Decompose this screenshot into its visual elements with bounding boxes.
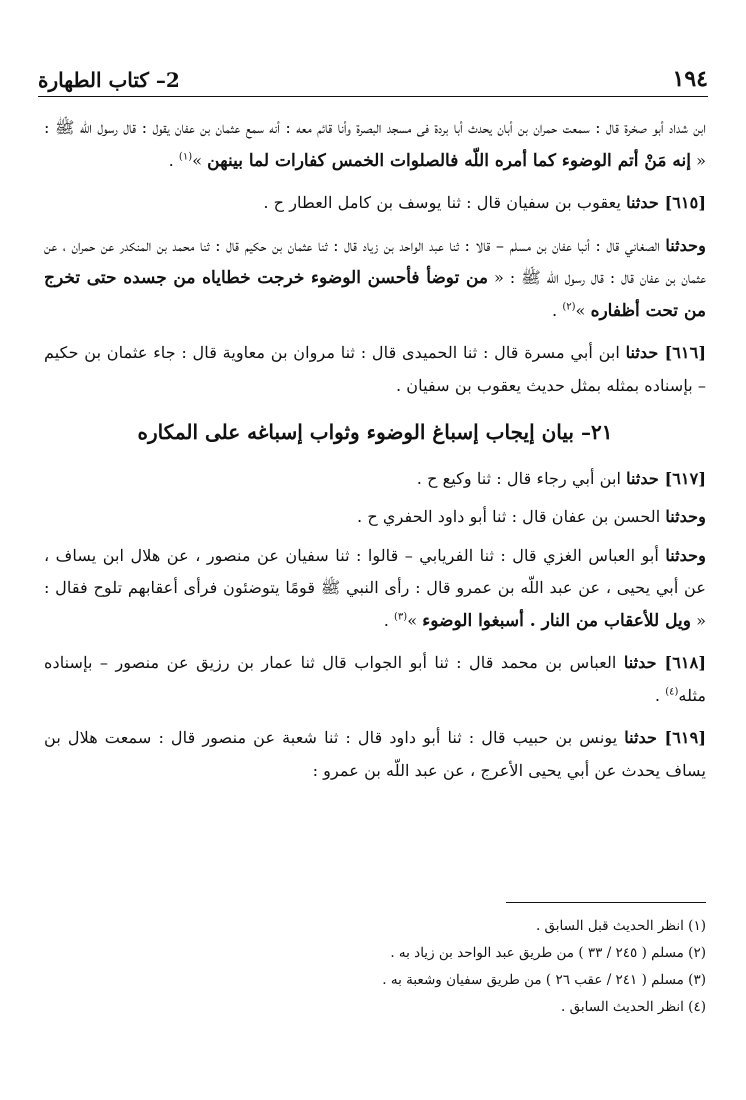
footnote-3: (٣) مسلم ( ٢٤١ / عقب ٢٦ ) من طريق سفيان وشعبة به . [382,972,706,988]
paragraph-615-b [44,230,706,328]
p8-text: العباس بن محمد قال : ثنا أبو الجواب قال ثنا عمار بن رزيق عن منصور – بإسناده مثله [44,653,706,705]
p3-close: » [575,300,591,320]
footnote-2: (٢) مسلم ( ٢٤٥ / ٣٣ ) من طريق عبد الواحد بن زياد به . [390,945,706,961]
paragraph-618 [44,647,706,712]
p1-close: » [192,150,208,170]
p1-tail: . [168,150,179,170]
p1-text: ابن شداد أبو صخرة قال : سمعت حمران بن أبان يحدث أبا بردة فى مسجد البصرة وأنا قائم معه : أنه سمع عثمان بن عفان يقول : قال رسول اللّه ﷺ : « [44,118,707,170]
footnote-1: (١) انظر الحديث قبل السابق . [535,918,706,934]
paragraph-617 [44,463,706,496]
body-text [44,112,706,797]
p2-text: يعقوب بن سفيان قال : ثنا يوسف بن كامل العطار ح . [263,193,627,212]
p7-hadith-text: ويل للأعقاب من النار . أسبغوا الوضوء [422,610,691,631]
p4-text: ابن أبي مسرة قال : ثنا الحميدى قال : ثنا مروان بن معاوية قال : جاء عثمان بن حكيم – بإسناده بمثله بمثل حديث يعقوب بن سفيان . [44,343,706,395]
p5-text: ابن أبي رجاء قال : ثنا وكيع ح . [416,468,627,488]
p1-footnote-ref: (١) [178,151,193,163]
p7-text: أبو العباس الغزي قال : ثنا الفريابي – قالوا : ثنا سفيان عن منصور ، عن هلال ابن يساف ، عن أبي يحيى ، عن عبد اللّه بن عمرو قال : رأى النبي ﷺ قومًا يتوضئون فرأى أعقابهم تلوح فقال : « [44,545,706,630]
p2-number: [٦١٥] حدثنا [626,193,706,212]
footnote-divider [506,902,706,903]
p6-lead: وحدثنا [665,507,706,526]
p8-tail: . [654,685,666,705]
p4-number: [٦١٦] حدثنا [625,343,706,362]
p8-footnote-ref: (٤) [665,686,679,698]
section-heading: ٢١– بيان إيجاب إسباغ الوضوء وثواب إسباغه على المكاره [137,420,613,444]
p3-tail: . [552,300,563,320]
p7-footnote-ref: (٣) [394,611,408,623]
p3-hadith-text: من توضأ فأحسن الوضوء خرجت خطاياه من جسده حتى تخرج من تحت أظفاره [44,268,706,321]
p5-number: [٦١٧] حدثنا [626,468,706,488]
paragraph-616 [44,337,706,402]
p6-text: الحسن بن عفان قال : ثنا أبو داود الحفري ح . [357,507,666,526]
p7-lead: وحدثنا [665,545,706,565]
p3-footnote-ref: (٢) [562,301,576,313]
paragraph-617-c [44,540,706,638]
page-header [38,52,708,97]
p1-hadith-text: إنه مَنْ أتم الوضوء كما أمره اللّه فالصلوات الخمس كفارات لما بينهن [207,150,691,171]
page-number: ١٩٤ [672,66,708,92]
footnote-4: (٤) انظر الحديث السابق . [560,999,706,1015]
chapter-title: 2– كتاب الطهارة [38,68,180,92]
paragraph-617-b [44,501,706,534]
footnotes [44,902,706,1021]
p3-text: الصغاني قال : أنبا عفان بن مسلم – قالا : ثنا عبد الواحد بن زياد قال : ثنا عثمان بن حكيم قال : ثنا محمد بن المنكدر عن حمران ، عن عثمان بن عفان قال : قال رسول اللّه ﷺ : « [44,235,706,287]
paragraph-619 [44,722,706,787]
p9-number: [٦١٩] حدثنا [624,728,706,747]
paragraph-1 [44,112,706,177]
p7-close: » [407,610,423,630]
p9-text: يونس بن حبيب قال : ثنا أبو داود قال : ثنا شعبة عن منصور قال : سمعت هلال بن يساف يحدث عن أبي يحيى الأعرج ، عن عبد اللّه بن عمرو : [44,728,706,780]
paragraph-615 [44,187,706,220]
p8-number: [٦١٨] حدثنا [623,653,706,672]
p3-lead: وحدثنا [665,235,706,255]
p7-tail: . [383,610,395,630]
